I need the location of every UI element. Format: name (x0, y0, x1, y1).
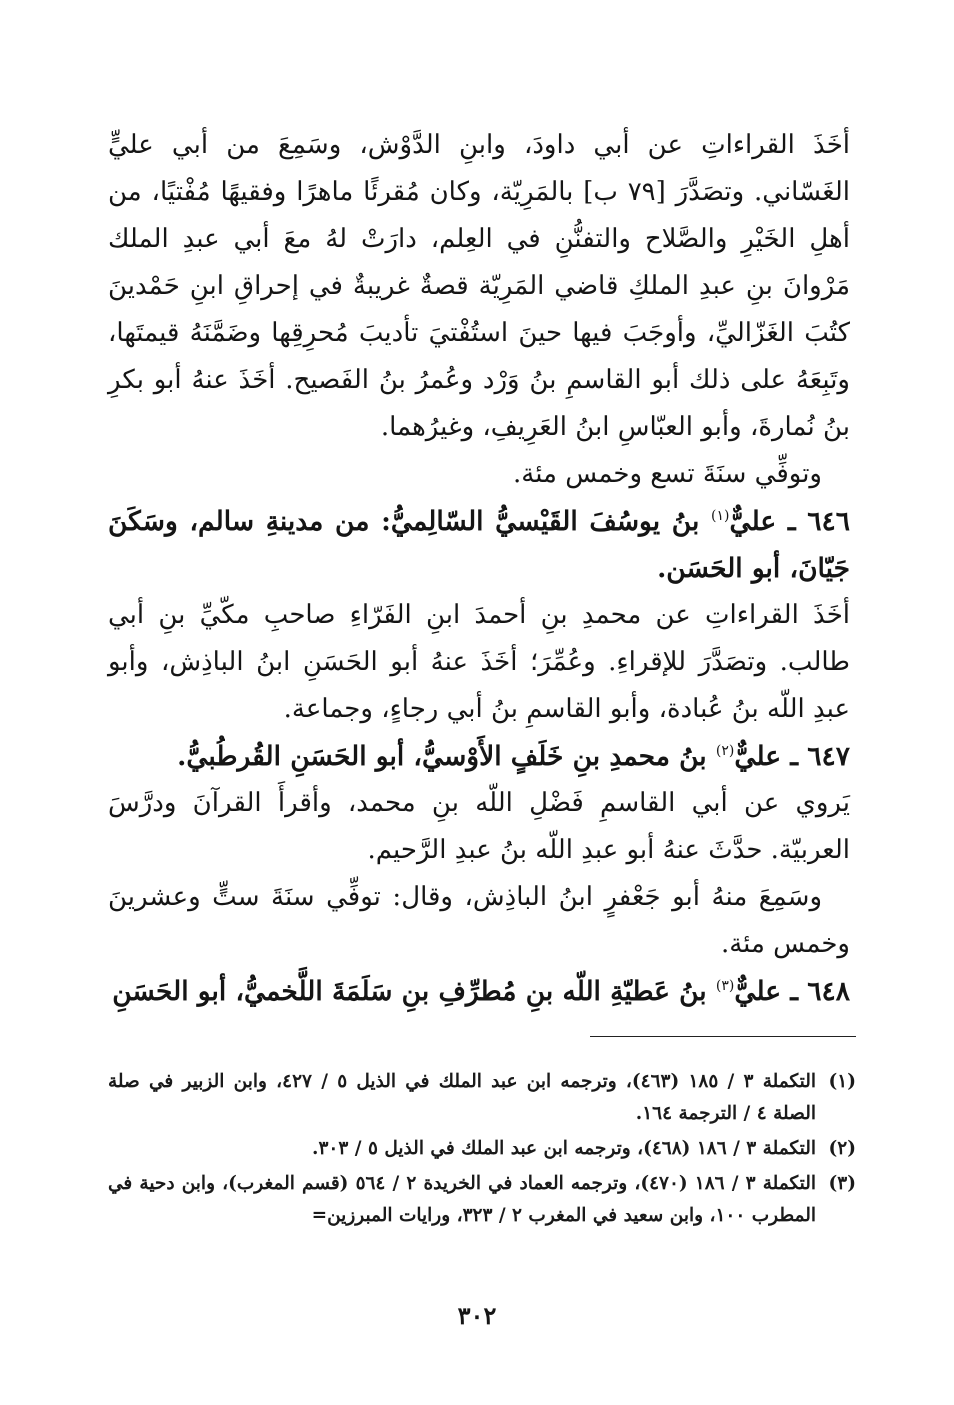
footnote-2 (108, 1133, 856, 1165)
footnote-1 (108, 1066, 856, 1130)
paragraph-entry-647-death: وسَمِعَ منهُ أبو جَعْفرٍ ابنُ الباذِش، وقال: توفِّي سنَةَ ستٍّ وعشرينَ وخمس مئة. (108, 882, 850, 959)
paragraph-entry-646-body: أخَذَ القراءاتِ عن محمدِ بنِ أحمدَ ابنِ الفَرّاءِ صاحبِ مكّيِّ بنِ أبي طالب. وتصَدَّرَ للإقراءِ. وعُمِّرَ؛ أخَذَ عنهُ أبو الحَسَنِ ابنُ الباذِش، وأبو عبدِ اللّه بنُ عُبادة، وأبو القاسمِ بنُ أبي رجاءٍ، وجماعة. (108, 600, 851, 724)
footnote-text: التكملة ٣ / ١٨٥ (٤٦٣)، وترجمه ابن عبد الملك في الذيل ٥ / ٤٢٧، وابن الزبير في صلة الصلة ٤ / الترجمة ١٦٤. (108, 1071, 817, 1124)
entry-heading-rest: بنُ يوسُفَ القَيْسيُّ السّالِميُّ: من مدينةِ سالم، وسَكَنَ جَيّانَ، أبو الحَسَن. (108, 506, 850, 584)
entry-number: ٦٤٨ ـ (790, 976, 850, 1007)
entry-heading-rest: بنُ محمدِ بنِ خَلَفٍ الأَوْسيُّ، أبو الحَسَنِ القُرطُبيُّ. (177, 741, 707, 772)
footnote-marker[interactable]: (٢) (715, 743, 735, 760)
entry-648-heading (108, 968, 850, 1015)
paragraph-entry-647-body: يَروي عن أبي القاسمِ فَضْلِ اللّه بنِ محمد، وأقرأَ القرآنَ ودرَّسَ العربيّة. حدَّثَ عنهُ أبو عبدِ اللّه بنُ عبدِ الرَّحيم. (108, 788, 850, 865)
footnote-marker[interactable]: (١) (711, 508, 730, 525)
page-number: ٣٠٢ (457, 1301, 497, 1330)
entry-name: عليٌّ (729, 506, 777, 537)
footnote-number: (٢) (828, 1138, 856, 1159)
footnotes (108, 1066, 856, 1235)
footnote-text: التكملة ٣ / ١٨٦ (٤٧٠)، وترجمه العماد في الخريدة ٢ / ٥٦٤ (قسم المغرب)، وابن دحية في المطرب ١٠٠، وابن سعيد في المغرب ٢ / ٣٢٣، ورايات المبرزين= (108, 1173, 817, 1226)
entry-647-heading (108, 733, 850, 780)
footnote-text: التكملة ٣ / ١٨٦ (٤٦٨)، وترجمه ابن عبد الملك في الذيل ٥ / ٣٠٣. (312, 1138, 816, 1159)
entry-name: عليٌّ (734, 976, 782, 1007)
footnote-3 (108, 1168, 856, 1232)
main-text (108, 122, 850, 1015)
entry-646-heading (108, 498, 850, 592)
footnote-number: (١) (828, 1071, 856, 1092)
footnote-separator (590, 1036, 856, 1037)
entry-heading-rest: بنُ عَطيّةِ اللّه بنِ مُطرِّفِ بنِ سَلَمَةَ اللَّخميُّ، أبو الحَسَنِ (112, 976, 707, 1007)
entry-number: ٦٤٧ ـ (790, 741, 850, 772)
footnote-marker[interactable]: (٣) (715, 978, 735, 995)
entry-name: عليٌّ (734, 741, 782, 772)
paragraph-entry-645-body: أخَذَ القراءاتِ عن أبي داودَ، وابنِ الدَّوْش، وسَمِعَ من أبي عليٍّ الغَسّاني. وتصَدَّرَ [٧٩ ب] بالمَرِيّة، وكان مُقرئًا ماهرًا وفقيهًا مُفْتيًا، من أهلِ الخَيْرِ والصَّلاح والتفنُّنِ في العِلم، دارَتْ لهُ معَ أبي عبدِ الملك مَرْوانَ بنِ عبدِ الملكِ قاضي المَرِيّة قصةٌ غريبةٌ في إحراقِ ابنِ حَمْدينَ كتُبَ الغَزّاليِّ، وأوجَبَ فيها حينَ استُفْتيَ تأديبَ مُحرِقِها وضَمَّنَهُ قيمتَها، وتَبِعَهُ على ذلك أبو القاسمِ بنُ وَرْد وعُمرُ بنُ الفَصيح. أخَذَ عنهُ أبو بكرِ بنُ نُمارةَ، وأبو العبّاسِ ابنُ العَرِيفِ، وغيرُهما. (108, 130, 850, 442)
entry-number: ٦٤٦ ـ (787, 506, 850, 537)
paragraph-death-year-645: وتوفِّي سنَةَ تسع وخمس مئة. (512, 459, 822, 489)
footnote-number: (٣) (828, 1173, 856, 1194)
